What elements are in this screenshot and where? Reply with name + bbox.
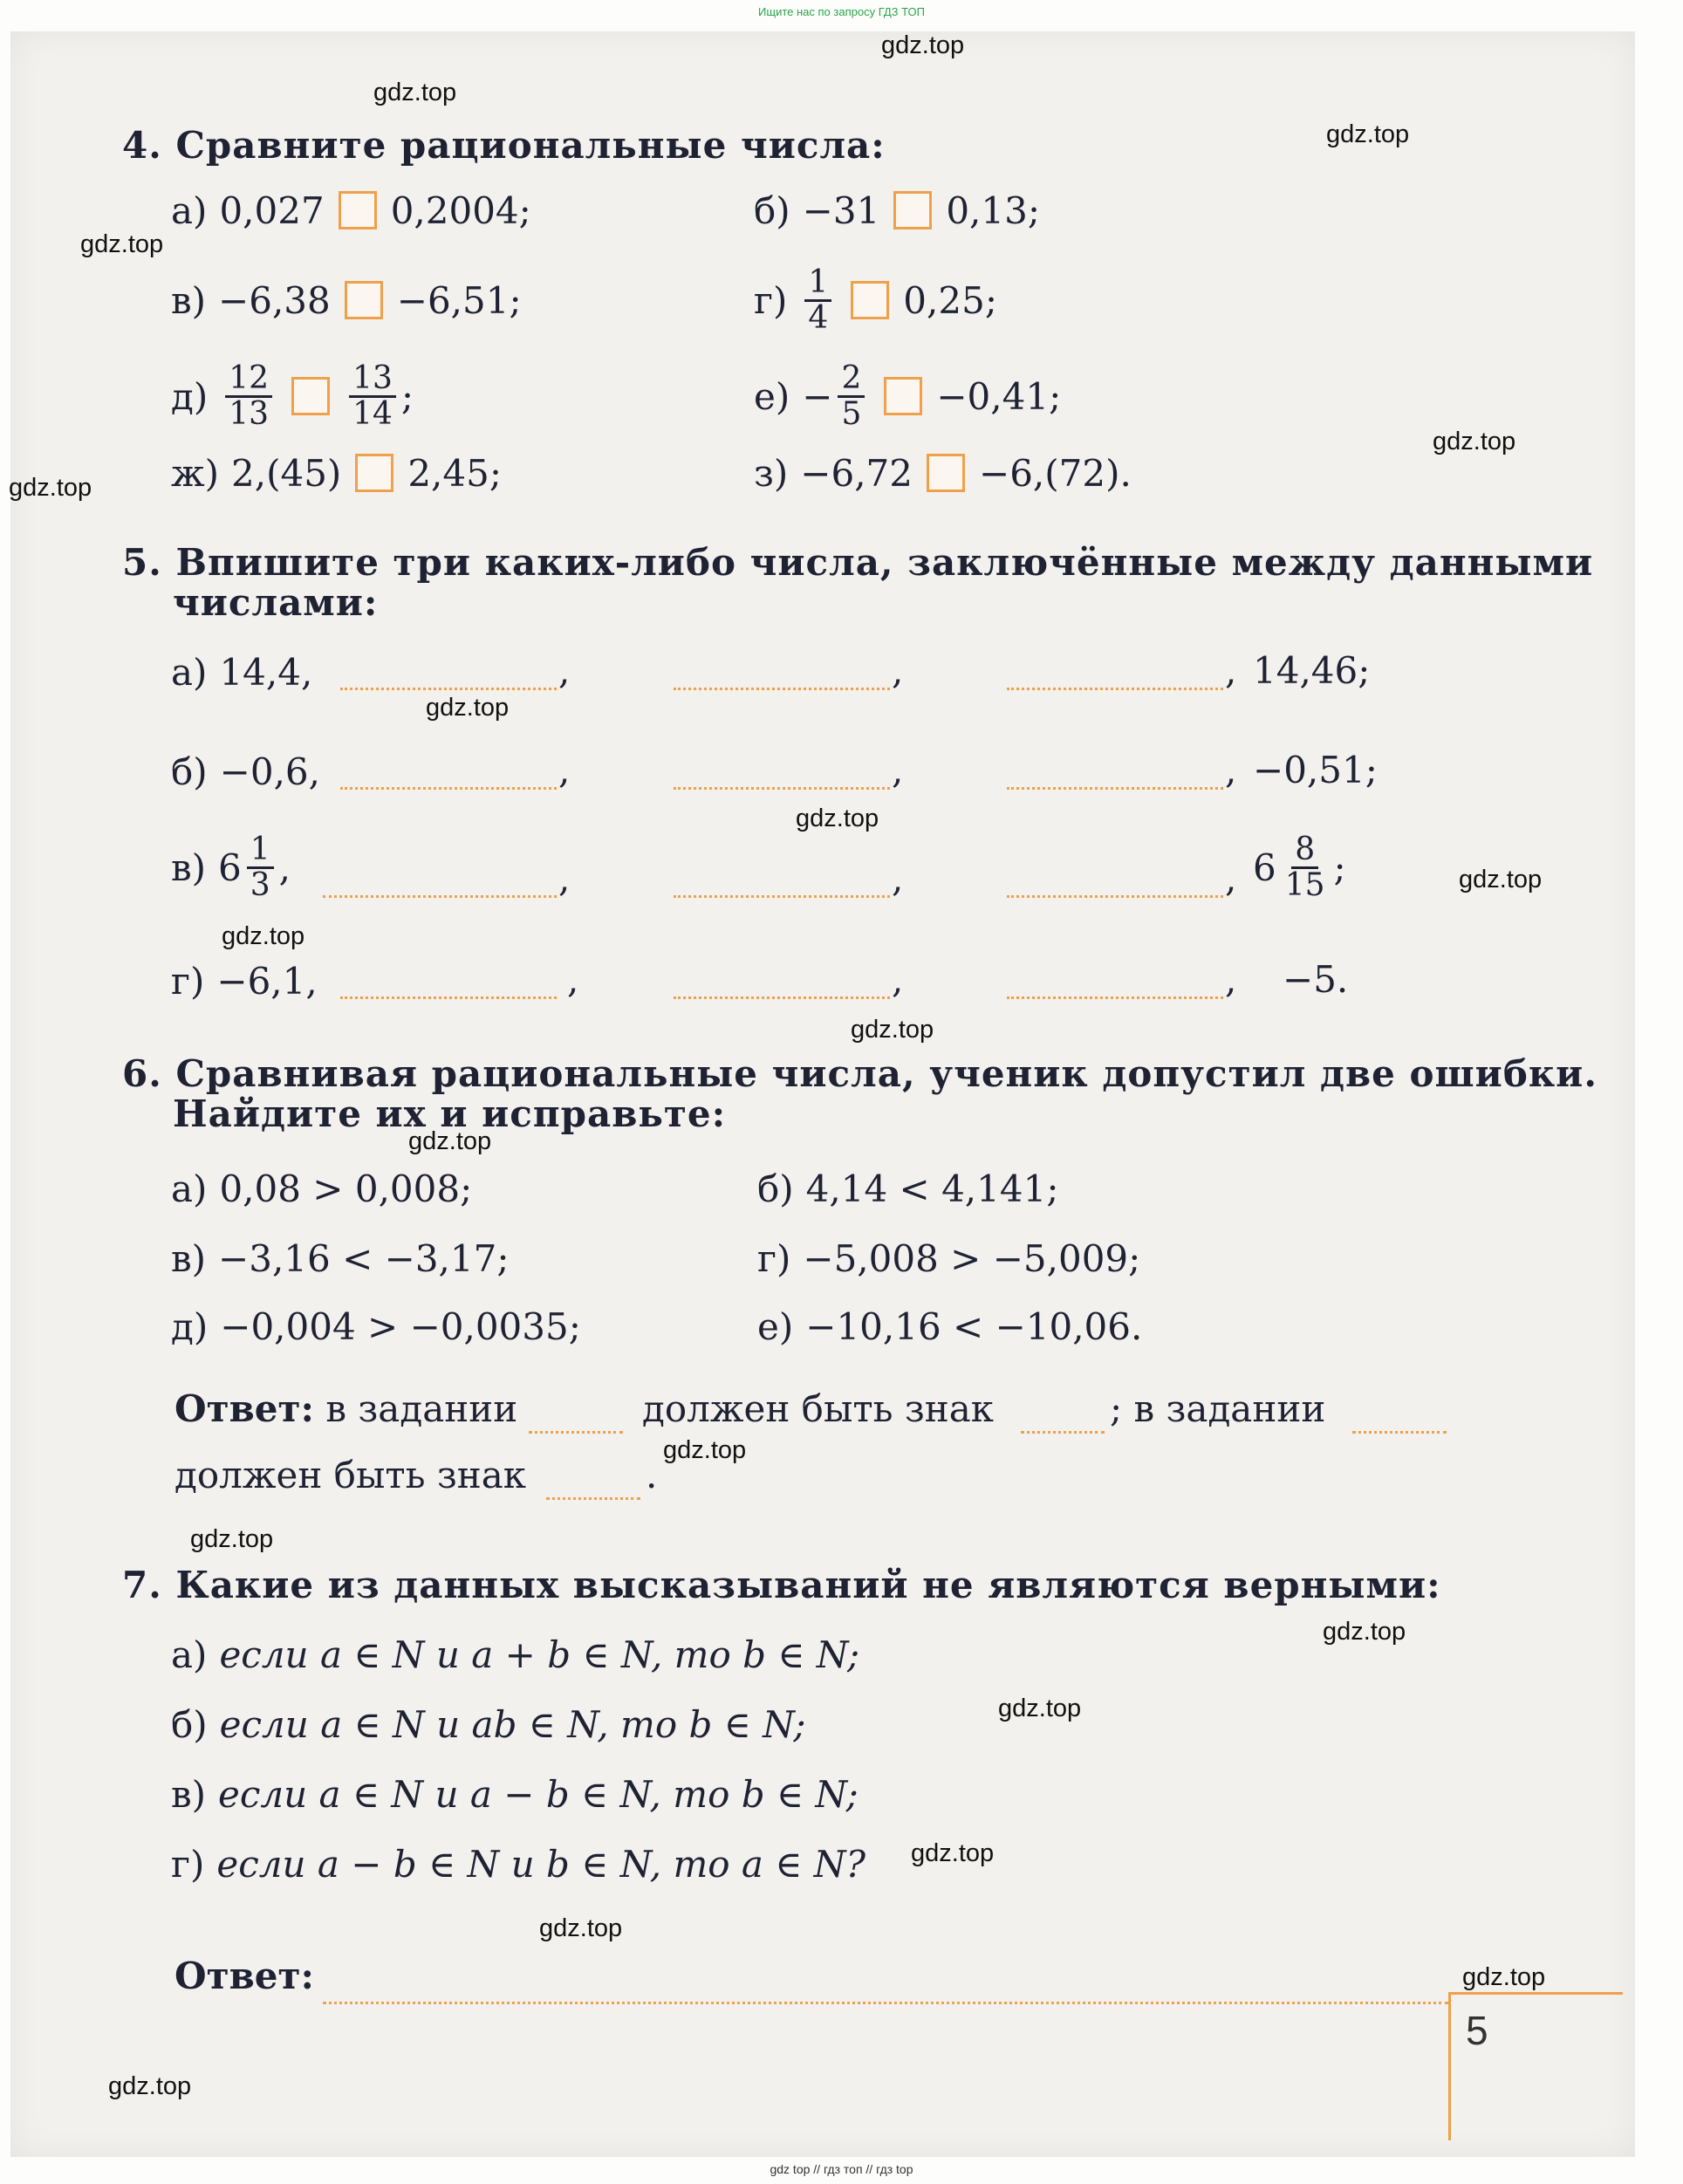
compare-box[interactable] [339, 191, 377, 229]
answer-blank-3[interactable] [1007, 775, 1223, 793]
task6-item-e [757, 1291, 1142, 1361]
task4-title: Сравните рациональные числа: [175, 124, 886, 167]
answer-blank-sign-2[interactable] [546, 1485, 640, 1503]
task6-heading-cont: Найдите их и исправьте: [173, 1092, 727, 1135]
start-value: −0,6, [219, 750, 321, 793]
compare-box[interactable] [884, 377, 922, 415]
watermark: gdz.top [108, 2072, 192, 2100]
task4-item-e [754, 361, 1061, 431]
answer-text: . [646, 1454, 658, 1496]
watermark: gdz.top [426, 694, 510, 722]
task5-item-v [171, 832, 291, 902]
minus-sign: − [802, 374, 833, 418]
answer-blank-task-number-2[interactable] [1352, 1419, 1447, 1437]
item-label: д) [171, 374, 209, 418]
mixed-whole: 6 [218, 846, 242, 889]
answer-blank-1[interactable] [340, 984, 557, 1003]
task4-item-b [754, 175, 1040, 245]
task7-number: 7. [122, 1564, 162, 1606]
fraction: $\frac{8}{15}$ [1284, 831, 1325, 903]
task6-item-b [757, 1154, 1058, 1223]
watermark: gdz.top [1326, 120, 1410, 148]
statement: −5,008 > −5,009; [803, 1236, 1141, 1280]
item-label: б) [754, 188, 790, 232]
statement: −0,004 > −0,0035; [220, 1304, 581, 1348]
watermark: gdz.top [9, 474, 92, 502]
item-label: г) [757, 1236, 791, 1280]
watermark: gdz.top [911, 1839, 995, 1867]
answer-blank-3[interactable] [1007, 984, 1223, 1003]
fraction: $\frac{13}{14}$ [349, 362, 396, 431]
answer-blank-3[interactable] [1007, 675, 1223, 694]
answer-blank-2[interactable] [674, 775, 890, 793]
item-label: в) [171, 1236, 207, 1280]
task4-item-zh [171, 438, 502, 508]
item-label: б) [757, 1167, 794, 1210]
answer-blank[interactable] [323, 1989, 1448, 2008]
task5-item-b [171, 736, 320, 806]
statement: если a ∈ N и ab ∈ N, то b ∈ N; [219, 1702, 806, 1746]
item-label: а) [171, 1167, 208, 1210]
item-label: г) [171, 1842, 205, 1886]
header-note: Ищите нас по запросу ГДЗ ТОП [758, 5, 925, 18]
right-value: −6,(72). [979, 451, 1132, 495]
punctuation: , [278, 846, 291, 889]
task7-item-a [171, 1619, 859, 1689]
watermark: gdz.top [373, 79, 457, 106]
task4-item-d [171, 361, 414, 431]
task4-item-a [171, 175, 531, 245]
item-label: в) [171, 846, 207, 889]
item-label: б) [171, 1702, 208, 1746]
statement: 0,08 > 0,008; [219, 1167, 473, 1210]
end-value: 14,46; [1253, 649, 1371, 692]
item-label: в) [171, 278, 207, 322]
left-value: 2,(45) [231, 451, 342, 495]
answer-label: Ответ: [174, 1955, 315, 1997]
statement: если a ∈ N и a − b ∈ N, то b ∈ N; [218, 1772, 859, 1816]
answer-blank-1[interactable] [340, 675, 557, 694]
task6-item-a [171, 1154, 472, 1223]
answer-label: Ответ: [174, 1387, 315, 1430]
watermark: gdz.top [851, 1016, 934, 1044]
comma: , [558, 857, 571, 900]
task6-number: 6. [122, 1052, 162, 1095]
watermark: gdz.top [663, 1436, 747, 1464]
answer-text: должен быть знак [174, 1454, 527, 1496]
task7-item-v [171, 1759, 859, 1829]
watermark: gdz.top [222, 922, 305, 950]
item-label: ж) [171, 451, 220, 495]
statement: если a ∈ N и a + b ∈ N, то b ∈ N; [219, 1633, 860, 1676]
task7-item-b [171, 1689, 806, 1759]
start-value: 14,4, [219, 650, 313, 694]
left-value: −6,38 [218, 278, 331, 322]
task4-number: 4. [122, 124, 162, 167]
comma: , [1225, 857, 1237, 900]
item-label: а) [171, 650, 208, 694]
task5-heading [122, 543, 1593, 583]
watermark: gdz.top [796, 804, 879, 832]
start-value: −6,1, [216, 959, 318, 1003]
task6-item-d [171, 1291, 581, 1361]
compare-box[interactable] [851, 281, 889, 319]
watermark: gdz.top [408, 1127, 492, 1155]
watermark: gdz.top [1433, 428, 1516, 455]
task6-item-g [757, 1223, 1140, 1293]
statement: 4,14 < 4,141; [805, 1167, 1059, 1210]
left-value: 0,027 [219, 188, 325, 232]
left-value: −31 [802, 188, 880, 232]
answer-text: должен быть знак [642, 1387, 995, 1430]
watermark: gdz.top [190, 1525, 274, 1553]
comma: , [1225, 749, 1237, 791]
task5-number: 5. [122, 541, 162, 584]
fraction: $\frac{12}{13}$ [225, 362, 272, 431]
watermark: gdz.top [539, 1914, 623, 1942]
watermark: gdz.top [1462, 1963, 1546, 1991]
item-label: а) [171, 1633, 208, 1676]
right-value: 0,13; [946, 188, 1040, 232]
comma: , [1225, 649, 1237, 692]
end-value-mixed [1253, 832, 1346, 902]
answer-text: ; в задании [1110, 1387, 1326, 1430]
answer-blank-task-number-1[interactable] [529, 1419, 623, 1437]
compare-box[interactable] [345, 281, 383, 319]
comma: , [567, 958, 579, 1001]
fraction: $\frac{1}{4}$ [804, 266, 831, 335]
right-value: −6,51; [396, 278, 522, 322]
punctuation: ; [400, 374, 414, 418]
fraction: $\frac{2}{5}$ [838, 362, 865, 431]
footer-note: gdz top // гдз топ // гдз top [770, 2162, 913, 2176]
compare-box[interactable] [355, 454, 393, 492]
end-value: −0,51; [1253, 749, 1378, 791]
compare-box[interactable] [927, 454, 965, 492]
task6-title: Сравнивая рациональные числа, ученик допустил две ошибки. [175, 1052, 1597, 1095]
answer-blank-1[interactable] [323, 883, 557, 901]
answer-text: в задании [325, 1387, 518, 1430]
task6-heading [122, 1054, 1597, 1094]
task5-item-a [171, 637, 312, 707]
end-value: −5. [1283, 958, 1349, 1001]
watermark: gdz.top [881, 31, 965, 59]
item-label: в) [171, 1772, 207, 1816]
answer-blank-2[interactable] [674, 883, 890, 901]
answer-blank-3[interactable] [1007, 883, 1223, 901]
comma: , [558, 649, 571, 692]
answer-blank-1[interactable] [340, 775, 557, 793]
task6-answer-line1 [174, 1387, 517, 1430]
comma: , [892, 749, 904, 791]
statement: −3,16 < −3,17; [218, 1236, 510, 1280]
comma: , [892, 958, 904, 1001]
watermark: gdz.top [998, 1694, 1082, 1722]
task4-item-g [754, 265, 997, 335]
right-value: 0,2004; [390, 188, 531, 232]
task5-item-g [171, 946, 318, 1016]
mixed-whole: 6 [1253, 846, 1276, 889]
task5-title: Впишите три каких-либо числа, заключённые между данными [175, 541, 1594, 584]
statement: −10,16 < −10,06. [805, 1304, 1143, 1348]
task6-item-v [171, 1223, 510, 1293]
compare-box[interactable] [893, 191, 932, 229]
item-label: а) [171, 188, 208, 232]
watermark: gdz.top [80, 230, 164, 258]
item-label: з) [754, 451, 789, 495]
right-value: 0,25; [903, 278, 997, 322]
fraction: $\frac{1}{3}$ [247, 833, 274, 902]
task7-item-g [171, 1829, 865, 1899]
punctuation: ; [1333, 846, 1346, 889]
watermark: gdz.top [1323, 1618, 1406, 1646]
answer-blank-2[interactable] [674, 675, 890, 694]
task4-item-v [171, 265, 522, 335]
task7-heading [122, 1565, 1441, 1605]
comma: , [892, 649, 904, 692]
task5-heading-cont: числами: [173, 581, 379, 624]
comma: , [892, 857, 904, 900]
comma: , [558, 749, 571, 791]
item-label: г) [171, 959, 205, 1003]
item-label: е) [757, 1304, 794, 1348]
task4-heading [122, 126, 886, 166]
answer-blank-sign-1[interactable] [1021, 1419, 1105, 1437]
compare-box[interactable] [291, 377, 330, 415]
comma: , [1225, 958, 1237, 1001]
answer-blank-2[interactable] [674, 984, 890, 1003]
task7-title: Какие из данных высказываний не являются верными: [175, 1564, 1441, 1606]
page-number: 5 [1466, 2008, 1488, 2053]
watermark: gdz.top [1459, 866, 1543, 893]
item-label: д) [171, 1304, 209, 1348]
right-value: −0,41; [936, 374, 1062, 418]
left-value: −6,72 [800, 451, 913, 495]
statement: если a − b ∈ N и b ∈ N, то a ∈ N? [216, 1842, 866, 1886]
item-label: б) [171, 750, 208, 793]
task4-item-z [754, 438, 1132, 508]
item-label: е) [754, 374, 790, 418]
item-label: г) [754, 278, 788, 322]
right-value: 2,45; [407, 451, 502, 495]
